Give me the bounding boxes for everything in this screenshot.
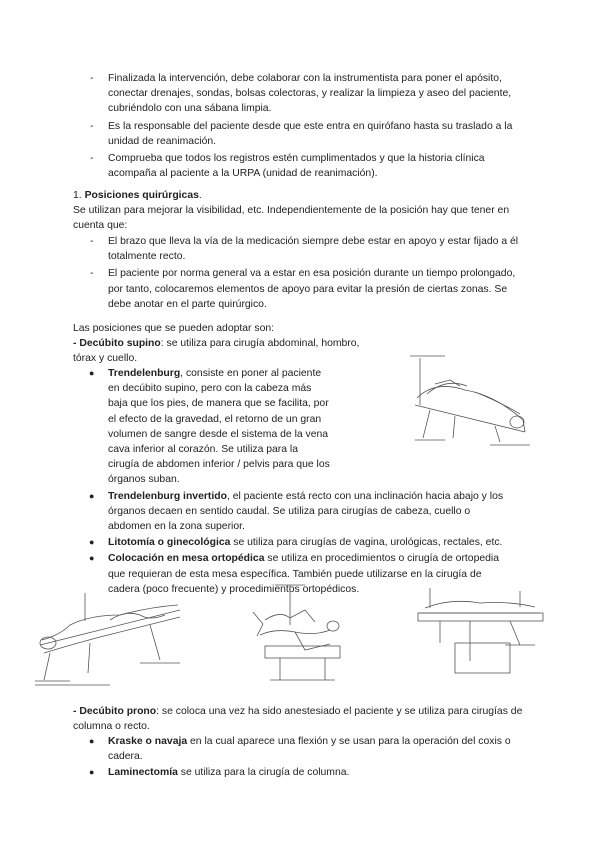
prono-paragraph: - Decúbito prono: se coloca una vez ha sido anestesiado el paciente y se utiliza para cirugías de columna o recto. (73, 706, 523, 733)
list-item: ● Trendelenburg, consiste en poner al paciente en decúbito supino, pero con la cabeza más baja que los pies, de manera que se facilita, por el efecto de la gravedad, el retorno de un gran volumen de sangre desde el sistema de la vena cava inferior al corazón. Se utiliza para la cirugía de abdomen inferior / pelvis para que los órganos suban. (89, 368, 330, 486)
bullet-marker: ● (89, 736, 95, 746)
list-item: ● Colocación en mesa ortopédica se utiliza en procedimientos o cirugía de ortopedia que requieran de esta mesa específica. También puede utilizarse en la cirugía de cadera (poco frecuente) y procedimientos ortopédicos. (89, 553, 499, 595)
section-heading: 1. Posiciones quirúrgicas. (73, 190, 202, 201)
list-item: ● Litotomía o ginecológica se utiliza para cirugías de vagina, urológicas, rectales, etc. (0, 535, 600, 550)
bullet-marker: ● (89, 490, 95, 501)
list-item: ● Trendelenburg invertido, el paciente está recto con una inclinación hacia abajo y los órganos decaen en sentido caudal. Se utiliza para cirugías de cabeza, cuello o abdomen en la zona superior. (89, 490, 504, 533)
trendelenburg-invertido-illustration (30, 585, 195, 690)
dash-marker: - (90, 268, 94, 280)
positions-intro: Las posiciones que se pueden adoptar son: (73, 323, 275, 334)
list-item: ● Laminectomía se utiliza para la cirugía de columna. (0, 765, 600, 780)
list-item: - Comprueba que todos los registros estén cumplimentados y que la historia clínica acompaña al paciente a la URPA (unidad de reanimación). (90, 153, 485, 180)
bullet-marker: ● (89, 767, 95, 778)
list-item: - Finalizada la intervención, debe colaborar con la instrumentista para poner el apósito, conectar drenajes, sondas, bolsas colectoras, y realizar la limpieza y aseo del paciente, cubriéndolo con una sábana limpia. (90, 73, 512, 115)
dash-marker: - (90, 153, 94, 165)
section-dash-list (0, 234, 600, 312)
list-item: - El paciente por norma general va a estar en esa posición durante un tiempo prolongado, por tanto, colocaremos elementos de apoyo para evitar la presión de ciertas zonas. Se debe anotar en el parte quirúrgico. (90, 268, 516, 310)
mesa-ortopedica-illustration (410, 583, 550, 683)
bullet-marker: ● (89, 553, 95, 564)
supino-paragraph: - Decúbito supino: se utiliza para cirugía abdominal, hombro, tórax y cuello. (73, 338, 360, 365)
prono-title: Decúbito prono (79, 706, 157, 717)
litotomia-illustration (235, 580, 360, 690)
trendelenburg-illustration (405, 350, 540, 450)
section-title: Posiciones quirúrgicas (84, 190, 199, 201)
prono-bullet-list (0, 734, 600, 781)
dash-marker: - (90, 73, 94, 84)
list-item: - El brazo que lleva la vía de la medicación siempre debe estar en apoyo y estar fijado a él totalmente recto. (90, 236, 519, 263)
supino-title: Decúbito supino (79, 338, 161, 349)
list-item: - Es la responsable del paciente desde que este entra en quirófano hasta su traslado a la unidad de reanimación. (90, 120, 513, 147)
dash-marker: - (90, 236, 94, 247)
dash-marker: - (90, 120, 94, 132)
bullet-marker: ● (89, 368, 95, 378)
top-dash-list (0, 71, 600, 181)
section-intro: Se utilizan para mejorar la visibilidad, etc. Independientemente de la posición hay que tener en cuenta que: (73, 205, 510, 232)
bullet-marker: ● (89, 537, 95, 548)
list-item: ● Kraske o navaja en la cual aparece una flexión y se usan para la operación del coxis o cadera. (89, 736, 511, 763)
